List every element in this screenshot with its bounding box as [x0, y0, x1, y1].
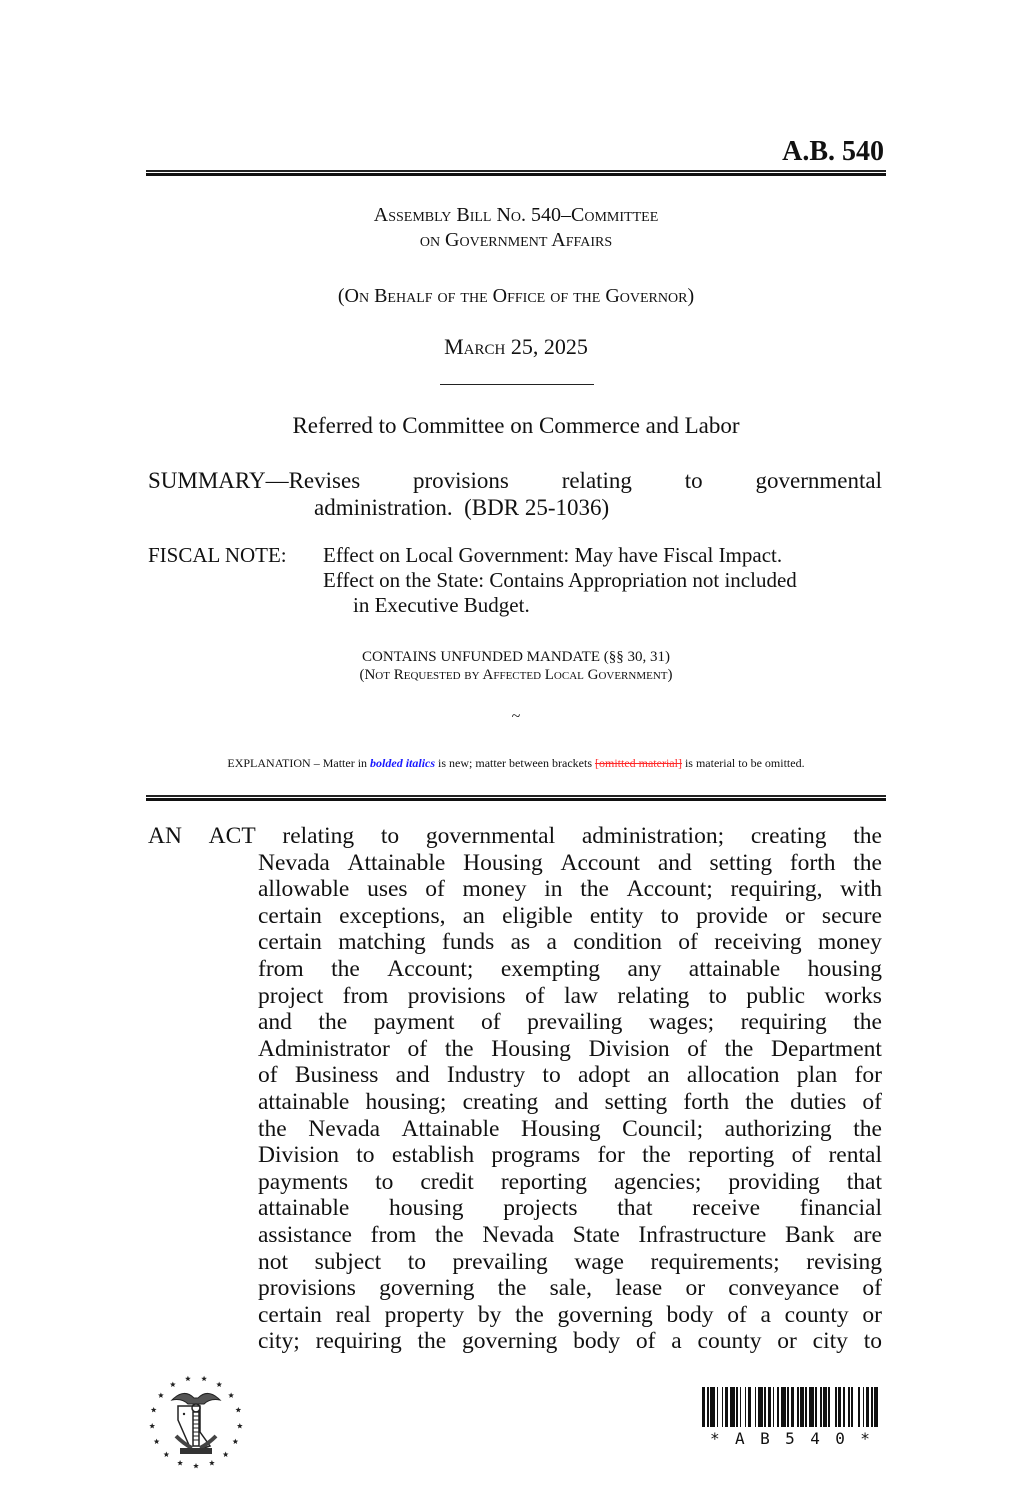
summary-line1: [148, 467, 882, 494]
act-line: of Business and Industry to adopt an allocation plan for: [258, 1062, 882, 1089]
fiscal-note-state-cont: in Executive Budget.: [353, 593, 530, 617]
act-line: attainable housing; creating and setting forth the duties of: [258, 1088, 882, 1115]
explanation-omitted-matter: [omitted material]: [594, 756, 682, 770]
unfunded-mandate: [146, 648, 886, 684]
act-line: Nevada Attainable Housing Account and setting forth the: [258, 849, 882, 876]
act-line: attainable housing projects that receive financial: [258, 1195, 882, 1222]
act-line: from the Account; exempting any attainable housing: [258, 955, 882, 982]
fiscal-note-lines: [323, 543, 883, 618]
fiscal-note-state: Effect on the State: Contains Appropriation not included: [323, 568, 797, 592]
act-line: city; requiring the governing body of a county or city to: [258, 1328, 882, 1355]
explanation-middle: is new; matter between brackets: [435, 756, 595, 770]
summary-word: relating: [561, 468, 632, 493]
act-line: certain real property by the governing body of a county or: [258, 1301, 882, 1328]
header-double-rule: [146, 170, 886, 176]
bill-title-line2: on Government Affairs: [419, 229, 613, 251]
act-line: Administrator of the Housing Division of the Department: [258, 1035, 882, 1062]
unfunded-mandate-line2: (Not Requested by Affected Local Government): [359, 667, 673, 683]
act-line: project from provisions of law relating to public works: [258, 982, 882, 1009]
act-line: provisions governing the sale, lease or conveyance of: [258, 1275, 882, 1302]
date-underline-rule: [440, 384, 594, 385]
act-line: certain exceptions, an eligible entity to provide or secure: [258, 902, 882, 929]
summary-word: governmental: [755, 468, 882, 493]
summary-word: to: [684, 468, 703, 493]
committee-referral: Referred to Committee on Commerce and Labor: [292, 413, 740, 438]
explanation-double-rule: [146, 795, 886, 801]
bill-title: [146, 203, 886, 253]
on-behalf-of: (On Behalf of the Office of the Governor): [337, 285, 695, 307]
unfunded-mandate-line1: CONTAINS UNFUNDED MANDATE (§§ 30, 31): [362, 649, 670, 665]
barcode-text: * A B 5 4 0 *: [710, 1429, 870, 1448]
summary: [148, 467, 882, 521]
explanation-suffix: is material to be omitted.: [681, 756, 805, 770]
bill-number: A.B. 540: [782, 136, 884, 167]
summary-line2: administration. (BDR 25-1036): [314, 495, 610, 520]
act-line: the Nevada Attainable Housing Council; authorizing the: [258, 1115, 882, 1142]
summary-word: provisions: [413, 468, 509, 493]
act-line: and the payment of prevailing wages; requiring the: [258, 1009, 882, 1036]
bill-barcode: [702, 1387, 878, 1451]
act-line: AN ACT relating to governmental administration; creating the: [148, 823, 882, 849]
fiscal-note-local: Effect on Local Government: May have Fiscal Impact.: [323, 543, 783, 567]
bill-date: March 25, 2025: [444, 334, 588, 359]
act-line: Division to establish programs for the reporting of rental: [258, 1142, 882, 1169]
explanation: [146, 756, 886, 770]
barcode-bars: [702, 1387, 878, 1427]
fiscal-note-label: FISCAL NOTE:: [148, 543, 287, 567]
act-line: not subject to prevailing wage requirements; revising: [258, 1248, 882, 1275]
act-line: payments to credit reporting agencies; providing that: [258, 1168, 882, 1195]
act-line: assistance from the Nevada State Infrastructure Bank are: [258, 1221, 882, 1248]
explanation-new-matter: bolded italics: [370, 756, 436, 770]
explanation-prefix: EXPLANATION – Matter in: [227, 756, 371, 770]
section-separator: ~: [511, 708, 521, 725]
bill-title-line1: Assembly Bill No. 540–Committee: [373, 204, 659, 226]
act-line: certain matching funds as a condition of receiving money: [258, 929, 882, 956]
summary-word: SUMMARY—Revises: [148, 468, 361, 493]
act-title: [148, 823, 882, 1355]
act-line: allowable uses of money in the Account; requiring, with: [258, 876, 882, 903]
nevada-legislature-seal-icon: [148, 1374, 244, 1470]
